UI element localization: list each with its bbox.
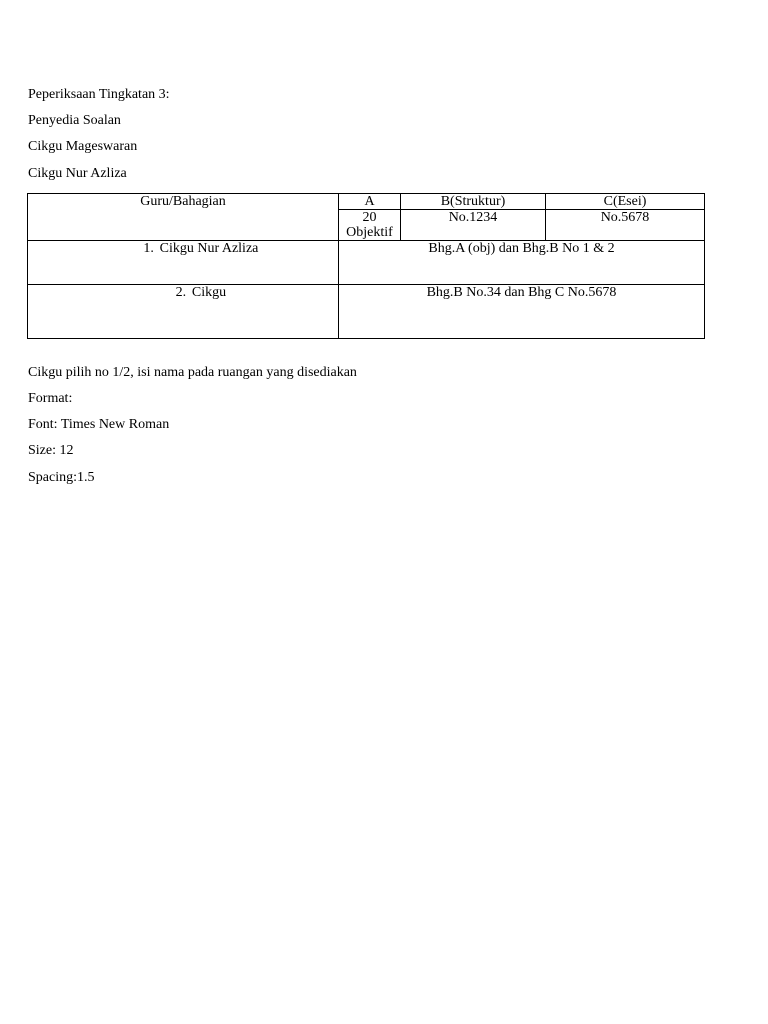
- col-a-sub: [339, 210, 401, 241]
- font-spec: Font: Times New Roman: [28, 417, 170, 432]
- row-teacher-name: Cikgu Nur Azliza: [159, 241, 259, 256]
- setter-label: Penyedia Soalan: [28, 113, 121, 128]
- col-c-label: C(Esei): [546, 194, 705, 210]
- teacher-name-2: Cikgu Nur Azliza: [28, 166, 127, 181]
- size-spec: Size: 12: [28, 443, 74, 458]
- col-b-label: B(Struktur): [401, 194, 546, 210]
- teacher-cell: [28, 285, 339, 339]
- col-a-count: 20: [362, 210, 377, 225]
- col-c-sub: No.5678: [546, 210, 705, 241]
- row-number: 1.: [143, 241, 154, 256]
- col-a-label: A: [339, 194, 401, 210]
- assignment-table: [27, 193, 705, 339]
- table-row: [28, 285, 705, 339]
- teacher-name-1: Cikgu Mageswaran: [28, 139, 138, 154]
- format-label: Format:: [28, 391, 73, 406]
- assignment-cell: Bhg.B No.34 dan Bhg C No.5678: [339, 285, 705, 339]
- assignment-cell: Bhg.A (obj) dan Bhg.B No 1 & 2: [339, 241, 705, 285]
- table-row: [28, 241, 705, 285]
- row-teacher-name: Cikgu: [191, 285, 227, 300]
- col-a-type: Objektif: [346, 225, 393, 240]
- instruction-text: Cikgu pilih no 1/2, isi nama pada ruangan yang disediakan: [28, 365, 357, 380]
- teacher-cell: [28, 241, 339, 285]
- spacing-spec: Spacing:1.5: [28, 470, 95, 485]
- row-number: 2.: [175, 285, 187, 300]
- exam-title: Peperiksaan Tingkatan 3:: [28, 87, 170, 102]
- col-b-sub: No.1234: [401, 210, 546, 241]
- guru-header-cell: Guru/Bahagian: [28, 194, 339, 241]
- table-header-row: [28, 194, 705, 210]
